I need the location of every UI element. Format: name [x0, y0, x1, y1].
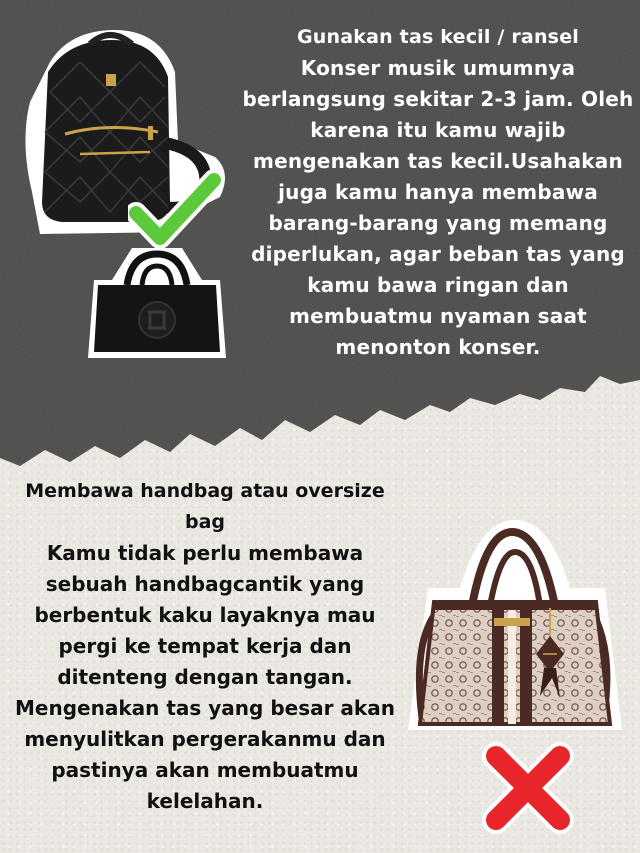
- bottom-text-block: [10, 476, 400, 817]
- cross-mark-icon: [478, 738, 578, 838]
- bottom-body: Kamu tidak perlu membawa sebuah handbagcantik yang berbentuk kaku layaknya mau pergi ke tempat kerja dan ditenteng dengan tangan. Mengenakan tas yang besar akan menyulitkan pergerakanmu dan pastinya akan membuatmu kelelahan.: [15, 541, 395, 813]
- handbag-icon: [400, 518, 625, 743]
- top-heading: Gunakan tas kecil / ransel: [297, 26, 579, 48]
- tote-bag-icon: [82, 240, 232, 365]
- bottom-heading: Membawa handbag atau oversize bag: [25, 480, 385, 533]
- top-body: Konser musik umumnya berlangsung sekitar 2-3 jam. Oleh karena itu kamu wajib mengenakan tas kecil.Usahakan juga kamu hanya membawa barang-barang yang memang diperlukan, agar beban tas yang kamu bawa ringan dan membuatmu nyaman saat menonton konser.: [242, 56, 634, 359]
- top-text-block: [238, 22, 638, 363]
